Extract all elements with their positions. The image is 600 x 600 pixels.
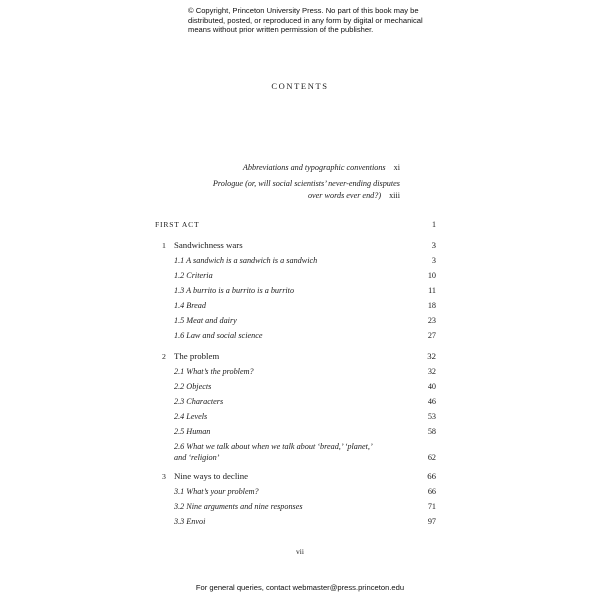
copyright-notice: © Copyright, Princeton University Press. No part of this book may be distributed, posted, or reproduced in any form by digital or mechanical means without prior written permission of the publisher. [188, 6, 423, 35]
toc-part-first-act[interactable] [155, 219, 436, 240]
toc-chapter-2[interactable] [155, 351, 436, 366]
toc-page-number: 58 [427, 427, 436, 436]
toc-page-number: 40 [427, 382, 436, 391]
toc-chapter-title: The problem [174, 351, 220, 361]
toc-section-title-line1: 2.6 What we talk about when we talk about ‘bread,’ ‘planet,’ [174, 442, 373, 451]
toc-chapter-title: Nine ways to decline [174, 471, 249, 481]
toc-section-title: 2.1 What’s the problem? [174, 367, 254, 376]
toc-page-number: 66 [427, 471, 436, 481]
toc-section-1-3[interactable] [155, 285, 436, 300]
toc-page-number: 97 [427, 517, 436, 526]
toc-page-number: 18 [427, 301, 436, 310]
toc-section-2-6[interactable] [155, 441, 436, 465]
toc-section-title: 3.2 Nine arguments and nine responses [174, 502, 303, 511]
toc-entry-title-line2: over words ever end?) [307, 190, 382, 200]
toc-section-title: 2.3 Characters [174, 397, 224, 406]
toc-section-1-1[interactable] [155, 255, 436, 270]
toc-section-2-4[interactable] [155, 411, 436, 426]
toc-page-number: 1 [432, 220, 436, 229]
toc-section-1-6[interactable] [155, 330, 436, 345]
toc-section-title: 2.2 Objects [174, 382, 212, 391]
footer-note: For general queries, contact webmaster@press.princeton.edu [195, 583, 405, 592]
toc-page-number: 66 [427, 487, 436, 496]
toc-section-3-3[interactable] [155, 516, 436, 531]
toc-section-title: 2.4 Levels [174, 412, 208, 421]
toc-page-number: 53 [427, 412, 436, 421]
toc-section-3-2[interactable] [155, 501, 436, 516]
toc-chapter-number: 2 [162, 352, 166, 361]
toc-section-2-5[interactable] [155, 426, 436, 441]
toc-entry-title: Abbreviations and typographic conventions [242, 163, 386, 172]
toc-section-title: 1.4 Bread [174, 301, 206, 310]
toc-page-number: 71 [427, 502, 436, 511]
toc-chapter-title: Sandwichness wars [174, 240, 243, 250]
toc-front-matter-abbreviations[interactable] [200, 163, 400, 172]
folio-page-number: vii [296, 547, 304, 556]
table-of-contents [155, 219, 436, 531]
toc-page-number: 62 [427, 453, 436, 462]
toc-page-number: 10 [427, 271, 436, 280]
toc-section-3-1[interactable] [155, 486, 436, 501]
toc-section-2-3[interactable] [155, 396, 436, 411]
toc-page-number: 3 [431, 240, 436, 250]
toc-page-number: 32 [427, 351, 436, 361]
toc-page-number: xiii [389, 190, 400, 200]
toc-page-number: 46 [427, 397, 436, 406]
toc-chapter-number: 1 [162, 241, 166, 250]
toc-section-title: 1.2 Criteria [174, 271, 213, 280]
toc-section-title: 1.5 Meat and dairy [174, 316, 237, 325]
toc-page-number: xi [393, 163, 400, 172]
toc-part-title: FIRST ACT [155, 220, 200, 229]
toc-section-1-4[interactable] [155, 300, 436, 315]
toc-section-title: 2.5 Human [174, 427, 211, 436]
toc-page-number: 32 [427, 367, 436, 376]
toc-front-matter-prologue[interactable] [200, 178, 400, 201]
toc-page-number: 11 [428, 286, 436, 295]
toc-entry-title-line1: Prologue (or, will social scientists’ never-ending disputes [212, 179, 400, 188]
toc-section-2-1[interactable] [155, 366, 436, 381]
toc-section-title: 3.3 Envoi [174, 517, 206, 526]
toc-section-2-2[interactable] [155, 381, 436, 396]
toc-page-number: 23 [427, 316, 436, 325]
toc-section-title: 1.3 A burrito is a burrito is a burrito [174, 286, 295, 295]
toc-page-number: 27 [427, 331, 436, 340]
toc-section-title: 3.1 What’s your problem? [174, 487, 259, 496]
toc-section-1-2[interactable] [155, 270, 436, 285]
toc-chapter-number: 3 [162, 472, 166, 481]
toc-page-number: 3 [431, 256, 436, 265]
toc-chapter-3[interactable] [155, 471, 436, 486]
toc-chapter-1[interactable] [155, 240, 436, 255]
toc-section-title: 1.1 A sandwich is a sandwich is a sandwich [174, 256, 318, 265]
toc-section-title: 1.6 Law and social science [174, 331, 263, 340]
toc-section-title [174, 441, 414, 463]
toc-section-title-line2: and ‘religion’ [174, 453, 220, 462]
toc-section-1-5[interactable] [155, 315, 436, 330]
page-title: CONTENTS [271, 81, 329, 91]
